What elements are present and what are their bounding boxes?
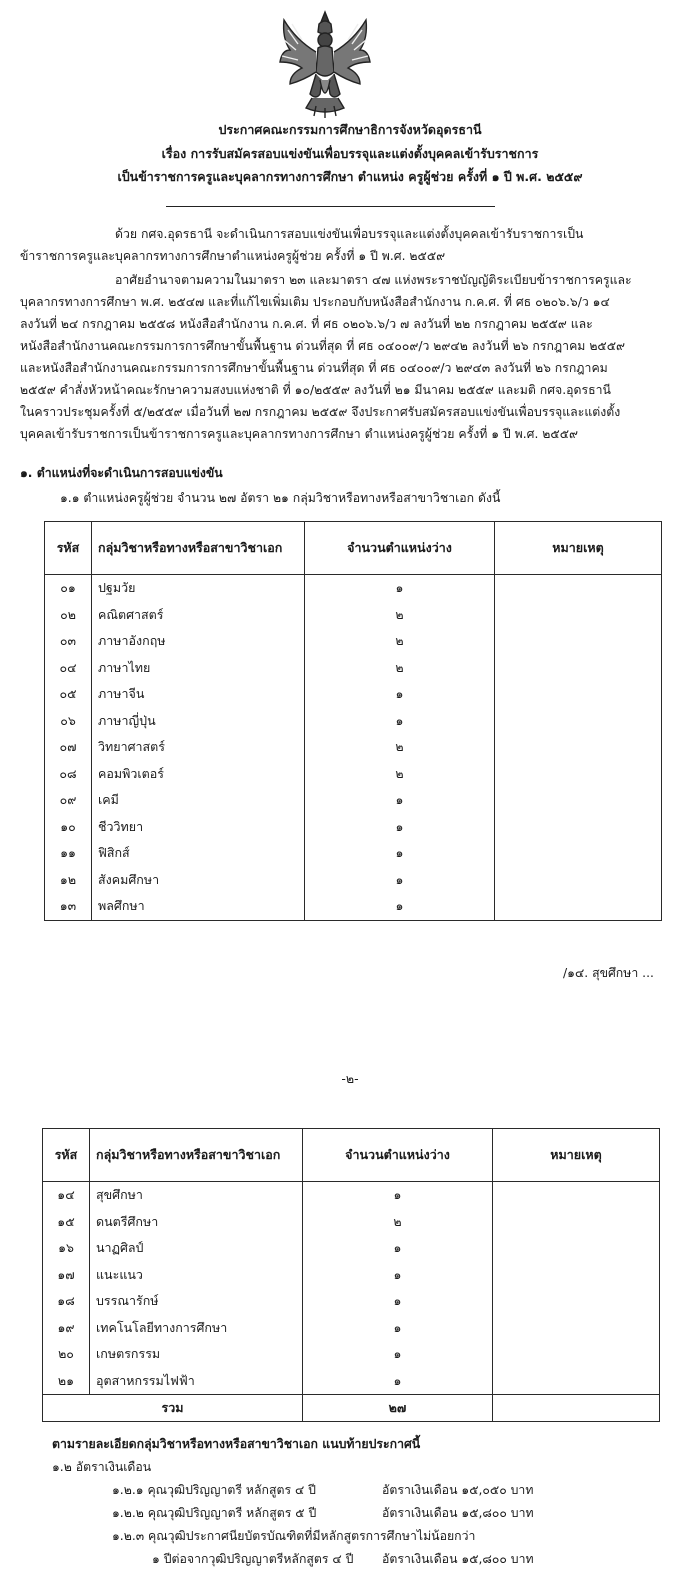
table-row <box>45 708 662 735</box>
note-cell <box>495 893 662 920</box>
announcement-subject-cont: เป็นข้าราชการครูและบุคลากรทางการศึกษา ตำแหน่ง ครูผู้ช่วย ครั้งที่ ๑ ปี พ.ศ. ๒๕๕๙ <box>117 169 583 184</box>
count-cell: ๑ <box>305 814 495 841</box>
note-cell <box>495 734 662 761</box>
count-cell: ๒ <box>305 761 495 788</box>
subject-cell: ฟิสิกส์ <box>92 840 305 867</box>
table-row <box>45 814 662 841</box>
subject-cell: วิทยาศาสตร์ <box>92 734 305 761</box>
continuation-note: /๑๔. สุขศึกษา ... <box>563 966 654 980</box>
code-cell: ๑๘ <box>43 1288 90 1315</box>
code-cell: ๑๓ <box>45 893 92 920</box>
header-code: รหัส <box>43 1129 90 1182</box>
positions-table-2 <box>42 1128 660 1422</box>
table-row <box>45 575 662 602</box>
note-cell <box>495 655 662 682</box>
table-row <box>45 628 662 655</box>
table-row <box>45 681 662 708</box>
code-cell: ๐๖ <box>45 708 92 735</box>
salary-item-2-rate: อัตราเงินเดือน ๑๕,๘๐๐ บาท <box>382 1506 534 1520</box>
paragraph-1-line-2: ข้าราชการครูและบุคลากรทางการศึกษาตำแหน่งครูผู้ช่วย ครั้งที่ ๑ ปี พ.ศ. ๒๕๕๙ <box>20 249 446 263</box>
header-subject: กลุ่มวิชาหรือทางหรือสาขาวิชาเอก <box>92 522 305 575</box>
code-cell: ๐๔ <box>45 655 92 682</box>
count-cell: ๑ <box>305 681 495 708</box>
table-row <box>43 1235 660 1262</box>
note-cell <box>493 1368 660 1395</box>
header-count: จำนวนตำแหน่งว่าง <box>303 1129 493 1182</box>
subject-cell: อุตสาหกรรมไฟฟ้า <box>90 1368 303 1395</box>
count-cell: ๒ <box>305 655 495 682</box>
page-number: -๒- <box>341 1071 359 1086</box>
count-cell: ๒ <box>305 602 495 629</box>
count-cell: ๒ <box>305 628 495 655</box>
code-cell: ๐๘ <box>45 761 92 788</box>
table-row <box>43 1288 660 1315</box>
note-cell <box>493 1209 660 1236</box>
subject-cell: บรรณารักษ์ <box>90 1288 303 1315</box>
table-row <box>45 867 662 894</box>
detail-reference: ตามรายละเอียดกลุ่มวิชาหรือทางหรือสาขาวิชาเอก แนบท้ายประกาศนี้ <box>52 1437 421 1451</box>
count-cell: ๑ <box>305 867 495 894</box>
subject-cell: เกษตรกรรม <box>90 1341 303 1368</box>
positions-table-2-body <box>43 1182 660 1395</box>
table-row <box>45 655 662 682</box>
note-cell <box>493 1182 660 1209</box>
code-cell: ๐๕ <box>45 681 92 708</box>
subject-cell: ภาษาญี่ปุ่น <box>92 708 305 735</box>
count-cell: ๑ <box>303 1288 493 1315</box>
note-cell <box>495 840 662 867</box>
paragraph-2-line-8: บุคคลเข้ารับราชการเป็นข้าราชการครูและบุคลากรทางการศึกษา ตำแหน่งครูผู้ช่วย ครั้งที่ ๑ ปี พ.ศ. ๒๕๕๙ <box>20 427 579 441</box>
table-row <box>43 1368 660 1395</box>
salary-item-3a: ๑ ปีต่อจากวุฒิปริญญาตรีหลักสูตร ๔ ปี <box>152 1552 354 1566</box>
subject-cell: เทคโนโลยีทางการศึกษา <box>90 1315 303 1342</box>
subject-cell: คอมพิวเตอร์ <box>92 761 305 788</box>
code-cell: ๑๐ <box>45 814 92 841</box>
count-cell: ๑ <box>305 575 495 602</box>
code-cell: ๐๓ <box>45 628 92 655</box>
salary-item-3: ๑.๒.๓ คุณวุฒิประกาศนียบัตรบัณฑิตที่มีหลักสูตรการศึกษาไม่น้อยกว่า <box>112 1529 476 1543</box>
count-cell: ๑ <box>303 1368 493 1395</box>
code-cell: ๑๒ <box>45 867 92 894</box>
subject-cell: พลศึกษา <box>92 893 305 920</box>
salary-item-1: ๑.๒.๑ คุณวุฒิปริญญาตรี หลักสูตร ๔ ปี <box>112 1483 316 1497</box>
table-row <box>43 1341 660 1368</box>
count-cell: ๒ <box>303 1209 493 1236</box>
table-row <box>43 1209 660 1236</box>
code-cell: ๑๖ <box>43 1235 90 1262</box>
paragraph-2-line-7: ในคราวประชุมครั้งที่ ๕/๒๕๕๙ เมื่อวันที่ ๒๗ กรกฎาคม ๒๕๕๙ จึงประกาศรับสมัครสอบแข่งขันเพื่อบรรจุและแต่งตั้ง <box>20 405 621 419</box>
note-cell <box>495 787 662 814</box>
announcement-subject: เรื่อง การรับสมัครสอบแข่งขันเพื่อบรรจุและแต่งตั้งบุคคลเข้ารับราชการ <box>161 146 539 161</box>
salary-item-1-rate: อัตราเงินเดือน ๑๕,๐๕๐ บาท <box>382 1483 534 1497</box>
table-row <box>45 893 662 920</box>
count-cell: ๑ <box>305 787 495 814</box>
total-note <box>493 1395 660 1422</box>
note-cell <box>493 1262 660 1289</box>
note-cell <box>493 1235 660 1262</box>
code-cell: ๒๑ <box>43 1368 90 1395</box>
code-cell: ๑๕ <box>43 1209 90 1236</box>
table-row <box>45 602 662 629</box>
subject-cell: สังคมศึกษา <box>92 867 305 894</box>
note-cell <box>495 708 662 735</box>
subject-cell: ชีววิทยา <box>92 814 305 841</box>
note-cell <box>495 761 662 788</box>
note-cell <box>495 602 662 629</box>
positions-table-1 <box>44 521 662 921</box>
code-cell: ๐๒ <box>45 602 92 629</box>
subject-cell: ปฐมวัย <box>92 575 305 602</box>
positions-table-1-body <box>45 575 662 921</box>
note-cell <box>495 867 662 894</box>
header-count: จำนวนตำแหน่งว่าง <box>305 522 495 575</box>
table-row <box>45 734 662 761</box>
count-cell: ๒ <box>305 734 495 761</box>
code-cell: ๑๗ <box>43 1262 90 1289</box>
table-row <box>45 840 662 867</box>
paragraph-2-line-4: หนังสือสำนักงานคณะกรรมการการศึกษาขั้นพื้นฐาน ด่วนที่สุด ที่ ศธ ๐๔๐๐๙/ว ๒๙๔๒ ลงวันที่ ๒๖ กรกฎาคม ๒๕๕๙ <box>20 339 626 353</box>
garuda-emblem <box>276 10 374 120</box>
paragraph-2-line-3: ลงวันที่ ๒๔ กรกฎาคม ๒๕๕๘ หนังสือสำนักงาน ก.ค.ศ. ที่ ศธ ๐๒๐๖.๖/ว ๗ ลงวันที่ ๒๒ กรกฎาคม ๒๕๕๙ และ <box>20 317 593 331</box>
count-cell: ๑ <box>303 1315 493 1342</box>
paragraph-2-line-2: บุคลากรทางการศึกษา พ.ศ. ๒๕๔๗ และที่แก้ไขเพิ่มเติม ประกอบกับหนังสือสำนักงาน ก.ค.ศ. ที่ ศธ ๐๒๐๖.๖/ว ๑๔ <box>20 295 610 309</box>
note-cell <box>493 1288 660 1315</box>
subject-cell: นาฏศิลป์ <box>90 1235 303 1262</box>
subject-cell: แนะแนว <box>90 1262 303 1289</box>
table-row <box>43 1262 660 1289</box>
note-cell <box>495 681 662 708</box>
code-cell: ๐๑ <box>45 575 92 602</box>
subject-cell: คณิตศาสตร์ <box>92 602 305 629</box>
subject-cell: ภาษาอังกฤษ <box>92 628 305 655</box>
note-cell <box>495 575 662 602</box>
count-cell: ๑ <box>305 708 495 735</box>
code-cell: ๐๗ <box>45 734 92 761</box>
code-cell: ๑๑ <box>45 840 92 867</box>
table-row <box>43 1182 660 1209</box>
count-cell: ๑ <box>305 893 495 920</box>
paragraph-2-line-6: ๒๕๕๙ คำสั่งหัวหน้าคณะรักษาความสงบแห่งชาติ ที่ ๑๐/๒๕๕๙ ลงวันที่ ๒๑ มีนาคม ๒๕๕๙ และมติ กศจ.อุดรธานี <box>20 383 611 397</box>
count-cell: ๑ <box>303 1182 493 1209</box>
subject-cell: ภาษาจีน <box>92 681 305 708</box>
header-code: รหัส <box>45 522 92 575</box>
code-cell: ๒๐ <box>43 1341 90 1368</box>
section-1-heading: ๑. ตำแหน่งที่จะดำเนินการสอบแข่งขัน <box>20 466 223 480</box>
paragraph-2-line-5: และหนังสือสำนักงานคณะกรรมการการศึกษาขั้นพื้นฐาน ด่วนที่สุด ที่ ศธ ๐๔๐๐๙/ว ๒๙๔๓ ลงวันที่ ๒๖ กรกฎาคม <box>20 361 608 375</box>
note-cell <box>493 1341 660 1368</box>
note-cell <box>495 628 662 655</box>
table-row <box>45 761 662 788</box>
count-cell: ๑ <box>303 1341 493 1368</box>
header-divider <box>166 206 495 207</box>
paragraph-1-line-1: ด้วย กศจ.อุดรธานี จะดำเนินการสอบแข่งขันเพื่อบรรจุและแต่งตั้งบุคคลเข้ารับราชการเป็น <box>115 227 584 241</box>
subject-cell: ภาษาไทย <box>92 655 305 682</box>
total-count: ๒๗ <box>303 1395 493 1422</box>
subject-cell: ดนตรีศึกษา <box>90 1209 303 1236</box>
code-cell: ๐๙ <box>45 787 92 814</box>
table-row <box>43 1315 660 1342</box>
note-cell <box>495 814 662 841</box>
count-cell: ๑ <box>305 840 495 867</box>
subject-cell: เคมี <box>92 787 305 814</box>
section-1-1-text: ๑.๑ ตำแหน่งครูผู้ช่วย จำนวน ๒๗ อัตรา ๒๑ กลุ่มวิชาหรือทางหรือสาขาวิชาเอก ดังนี้ <box>60 491 501 505</box>
header-note: หมายเหตุ <box>493 1129 660 1182</box>
subject-cell: สุขศึกษา <box>90 1182 303 1209</box>
salary-heading: ๑.๒ อัตราเงินเดือน <box>52 1460 152 1474</box>
count-cell: ๑ <box>303 1235 493 1262</box>
header-subject: กลุ่มวิชาหรือทางหรือสาขาวิชาเอก <box>90 1129 303 1182</box>
code-cell: ๑๔ <box>43 1182 90 1209</box>
salary-item-2: ๑.๒.๒ คุณวุฒิปริญญาตรี หลักสูตร ๕ ปี <box>112 1506 317 1520</box>
total-label: รวม <box>43 1395 303 1422</box>
paragraph-2-line-1: อาศัยอำนาจตามความในมาตรา ๒๓ และมาตรา ๔๗ แห่งพระราชบัญญัติระเบียบข้าราชการครูและ <box>115 273 632 287</box>
announcement-title: ประกาศคณะกรรมการศึกษาธิการจังหวัดอุดรธานี <box>218 122 482 137</box>
salary-item-3a-rate: อัตราเงินเดือน ๑๕,๘๐๐ บาท <box>382 1552 534 1566</box>
table-row <box>45 787 662 814</box>
header-note: หมายเหตุ <box>495 522 662 575</box>
count-cell: ๑ <box>303 1262 493 1289</box>
note-cell <box>493 1315 660 1342</box>
code-cell: ๑๙ <box>43 1315 90 1342</box>
